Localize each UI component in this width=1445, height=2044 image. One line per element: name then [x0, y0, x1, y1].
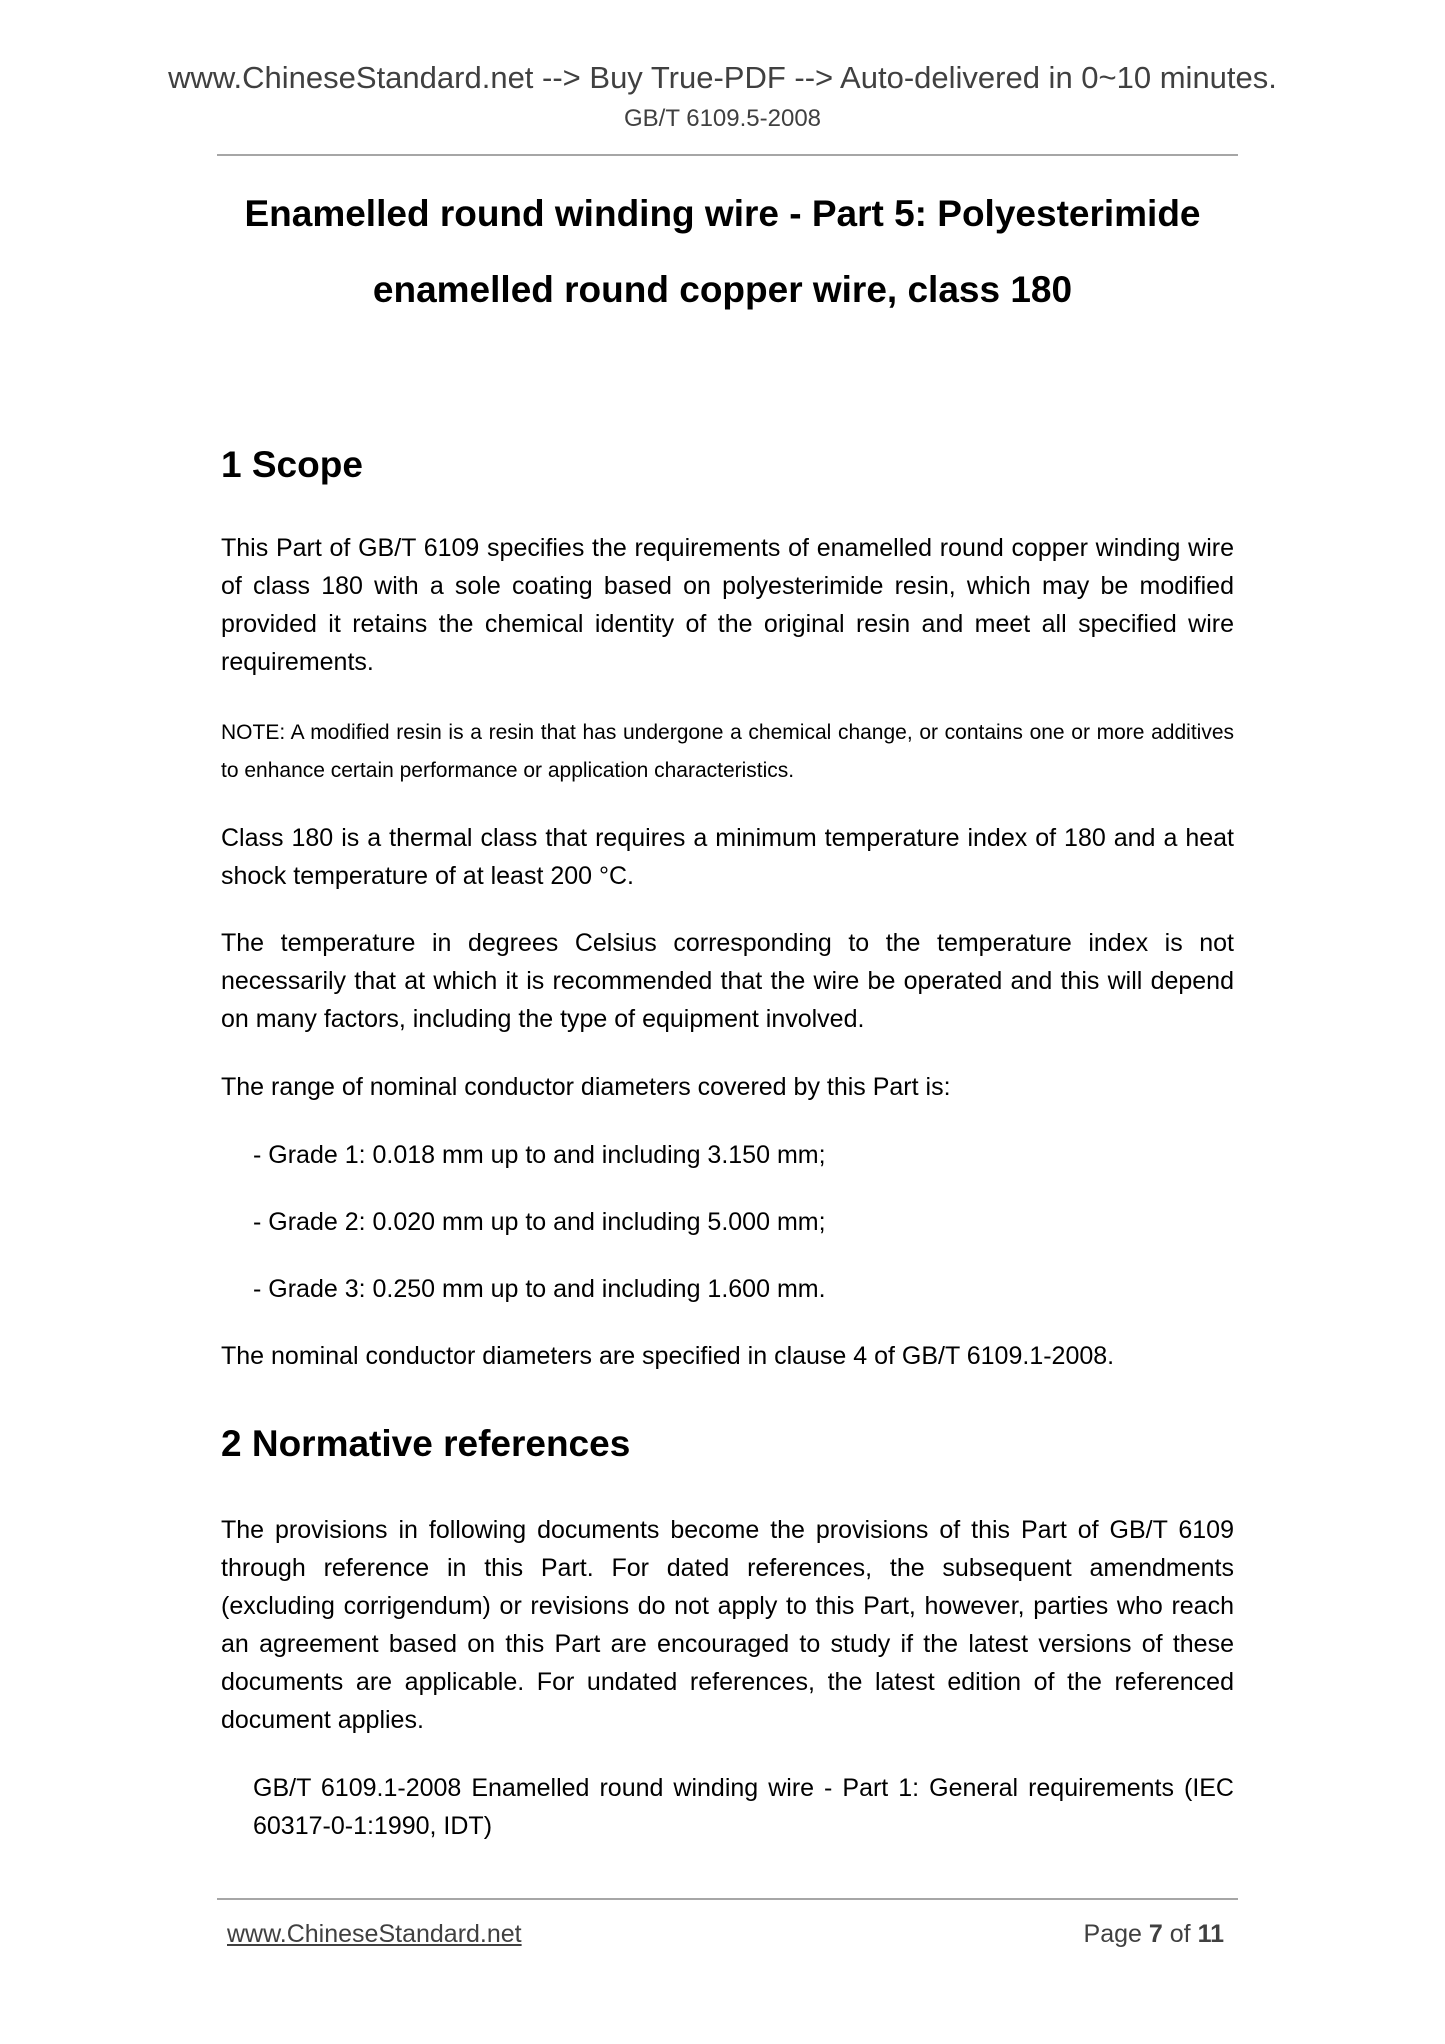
document-title-line2: enamelled round copper wire, class 180: [372, 269, 1073, 310]
reference-item: GB/T 6109.1-2008 Enamelled round winding wire - Part 1: General requirements (IEC 60317-0-1:1990, IDT): [253, 1774, 1234, 1840]
page-indicator: [1084, 1917, 1224, 1951]
header-divider: [217, 154, 1238, 156]
scope-paragraph: This Part of GB/T 6109 specifies the requirements of enamelled round copper winding wire of class 180 with a sole coating based on polyesterimide resin, which may be modified provided it retains the chemical identity of the original resin and meet all specified wire requirements.: [221, 534, 1234, 676]
page-total: 11: [1197, 1920, 1224, 1948]
class-paragraph: Class 180 is a thermal class that requires a minimum temperature index of 180 and a heat shock temperature of at least 200 °C.: [221, 824, 1234, 890]
range-paragraph: The range of nominal conductor diameters covered by this Part is:: [221, 1073, 951, 1101]
grade-item: - Grade 2: 0.020 mm up to and including 5.000 mm;: [253, 1208, 826, 1236]
grade-item: - Grade 3: 0.250 mm up to and including 1.600 mm.: [253, 1275, 826, 1303]
grade-item: - Grade 1: 0.018 mm up to and including 3.150 mm;: [253, 1141, 826, 1169]
section-heading-scope: 1 Scope: [221, 444, 363, 485]
page-current: 7: [1148, 1920, 1163, 1948]
standard-code: GB/T 6109.5-2008: [623, 105, 822, 132]
page-of: of: [1169, 1920, 1191, 1948]
page-prefix: Page: [1083, 1920, 1142, 1948]
normative-paragraph: The provisions in following documents become the provisions of this Part of GB/T 6109 through reference in this Part. For dated references, the subsequent amendments (excluding corrigendum) or revisions do not apply to this Part, however, parties who reach an agreement based on this Part are encouraged to study if the latest versions of these documents are applicable. For undated references, the latest edition of the referenced document applies.: [221, 1516, 1234, 1734]
footer-site-link[interactable]: www.ChineseStandard.net: [227, 1920, 522, 1948]
temperature-paragraph: The temperature in degrees Celsius corresponding to the temperature index is not necessarily that at which it is recommended that the wire be operated and this will depend on many factors, including the type of equipment involved.: [221, 929, 1234, 1033]
diameters-paragraph: The nominal conductor diameters are specified in clause 4 of GB/T 6109.1-2008.: [221, 1342, 1115, 1370]
header-banner: www.ChineseStandard.net --> Buy True-PDF --> Auto-delivered in 0~10 minutes.: [168, 60, 1277, 95]
section-heading-normative-references: 2 Normative references: [221, 1423, 631, 1464]
footer-divider: [217, 1898, 1238, 1900]
document-title-line1: Enamelled round winding wire - Part 5: Polyesterimide: [244, 193, 1201, 234]
scope-note: NOTE: A modified resin is a resin that has undergone a chemical change, or contains one or more additives to enhance certain performance or application characteristics.: [221, 721, 1234, 782]
